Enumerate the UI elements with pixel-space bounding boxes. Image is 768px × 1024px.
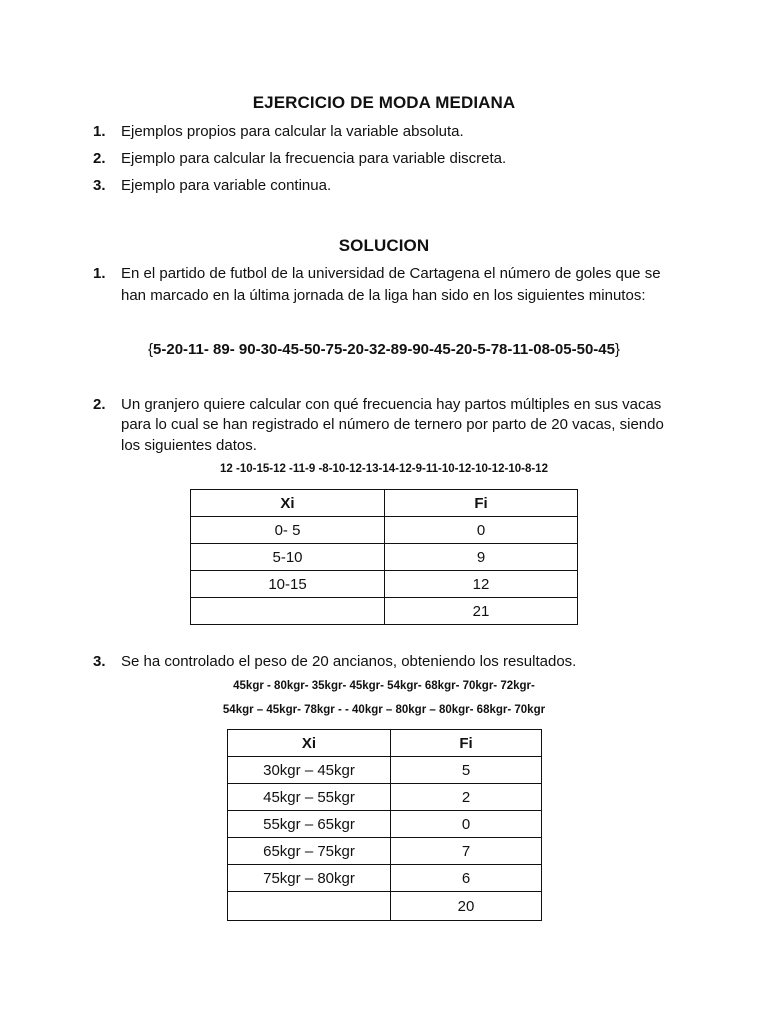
cell-xi: 55kgr – 65kgr (228, 811, 391, 838)
table-row (228, 784, 542, 811)
cell-xi: 10-15 (191, 571, 385, 598)
problem1-line: han marcado en la última jornada de la liga han sido en los siguientes minutos: (121, 287, 646, 304)
table-header-row (191, 490, 578, 517)
exercise-text: Ejemplo para variable continua. (121, 177, 332, 194)
cell-fi-total: 21 (385, 598, 578, 625)
set-open-brace: { (148, 341, 154, 358)
table-row (228, 838, 542, 865)
exercise-text: Ejemplo para calcular la frecuencia para variable discreta. (121, 150, 507, 167)
table-total-row (191, 598, 578, 625)
problem2-line: los siguientes datos. (121, 437, 257, 454)
problem-number: 3. (93, 653, 106, 670)
table-row (228, 757, 542, 784)
cell-xi: 5-10 (191, 544, 385, 571)
cell-fi: 0 (391, 811, 542, 838)
problem-number: 1. (93, 265, 106, 282)
exercise-number: 3. (93, 177, 106, 194)
cell-xi (191, 598, 385, 625)
problem2-data: 12 -10-15-12 -11-9 -8-10-12-13-14-12-9-11-10-12-10-12-10-8-12 (220, 463, 548, 475)
cell-xi (228, 892, 391, 921)
exercise-text: Ejemplos propios para calcular la variable absoluta. (121, 123, 464, 140)
table-row (191, 571, 578, 598)
cell-fi: 12 (385, 571, 578, 598)
header-fi: Fi (391, 730, 542, 757)
set-close-brace: } (614, 341, 620, 358)
frequency-table-weights (227, 729, 542, 921)
cell-xi: 0- 5 (191, 517, 385, 544)
table-header-row (228, 730, 542, 757)
table-row (228, 865, 542, 892)
problem3-text: Se ha controlado el peso de 20 ancianos, obteniendo los resultados. (121, 653, 577, 670)
cell-fi-total: 20 (391, 892, 542, 921)
goal-minutes-set (0, 341, 768, 358)
problem2-line: para lo cual se han registrado el número de ternero por parto de 20 vacas, siendo (121, 416, 664, 433)
cell-xi: 45kgr – 55kgr (228, 784, 391, 811)
cell-fi: 7 (391, 838, 542, 865)
header-fi: Fi (385, 490, 578, 517)
set-values: 5-20-11- 89- 90-30-45-50-75-20-32-89-90-45-20-5-78-11-08-05-50-45 (153, 341, 615, 358)
problem3-data-line: 54kgr – 45kgr- 78kgr - - 40kgr – 80kgr – 80kgr- 68kgr- 70kgr (222, 704, 546, 716)
table-total-row (228, 892, 542, 921)
cell-fi: 9 (385, 544, 578, 571)
cell-fi: 2 (391, 784, 542, 811)
table-row (191, 517, 578, 544)
cell-xi: 65kgr – 75kgr (228, 838, 391, 865)
page-title: EJERCICIO DE MODA MEDIANA (252, 93, 516, 112)
solution-heading: SOLUCION (338, 236, 430, 255)
problem1-line: En el partido de futbol de la universidad de Cartagena el número de goles que se (121, 265, 661, 282)
header-xi: Xi (228, 730, 391, 757)
exercise-number: 1. (93, 123, 106, 140)
frequency-table-calves (190, 489, 578, 625)
header-xi: Xi (191, 490, 385, 517)
problem-number: 2. (93, 396, 106, 413)
cell-xi: 30kgr – 45kgr (228, 757, 391, 784)
cell-fi: 0 (385, 517, 578, 544)
cell-xi: 75kgr – 80kgr (228, 865, 391, 892)
cell-fi: 6 (391, 865, 542, 892)
table-row (228, 811, 542, 838)
table-row (191, 544, 578, 571)
problem3-data-line: 45kgr - 80kgr- 35kgr- 45kgr- 54kgr- 68kgr- 70kgr- 72kgr- (233, 680, 535, 692)
cell-fi: 5 (391, 757, 542, 784)
exercise-number: 2. (93, 150, 106, 167)
problem2-line: Un granjero quiere calcular con qué frecuencia hay partos múltiples en sus vacas (121, 396, 662, 413)
